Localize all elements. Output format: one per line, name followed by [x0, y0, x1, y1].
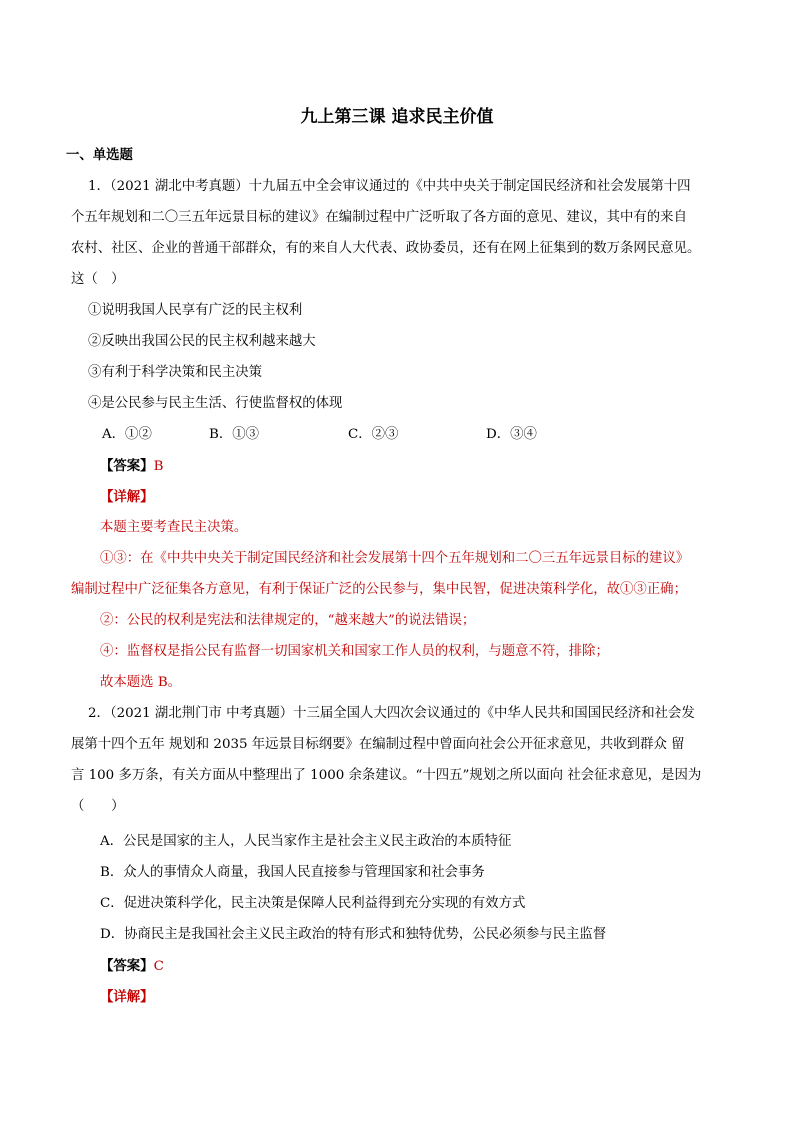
q2-stem-line-3: 言 100 多万条，有关方面从中整理出了 1000 余条建议。“十四五”规划之所以面向 社会征求意见，是因为: [71, 768, 702, 783]
q1-statement-4: ④是公民参与民主生活、行使监督权的体现: [88, 396, 343, 411]
q1-conclusion: 故本题选 B。: [100, 675, 182, 690]
q2-answer-label: 【答案】: [100, 958, 154, 974]
q1-detail-label: 【详解】: [100, 489, 154, 505]
q2-answer: [100, 957, 164, 976]
q1-answer-label: 【答案】: [100, 458, 154, 474]
q1-detail-line-1: ①③：在《中共中央关于制定国民经济和社会发展第十四个五年规划和二〇三五年远景目标的建议》: [100, 551, 690, 566]
q2-option-d: D．协商民主是我国社会主义民主政治的特有形式和独特优势，公民必须参与民主监督: [100, 927, 607, 942]
q1-option-d: D．③④: [486, 427, 537, 442]
q1-stem-line-1: 1．（2021 湖北中考真题）十九届五中全会审议通过的《中共中央关于制定国民经济和社会发展第十四: [88, 179, 691, 194]
q1-option-b: B．①③: [209, 427, 260, 442]
q2-stem-line-4: （ ）: [71, 799, 125, 814]
q1-detail-line-2: 编制过程中广泛征集各方意见，有利于保证广泛的公民参与，集中民智，促进决策科学化，故①③正确；: [71, 582, 687, 597]
q2-option-b: B．众人的事情众人商量，我国人民直接参与管理国家和社会事务: [100, 865, 485, 880]
q2-option-c: C．促进决策科学化，民主决策是保障人民利益得到充分实现的有效方式: [100, 896, 526, 911]
q2-stem-line-2: 展第十四个五年 规划和 2035 年远景目标纲要》在编制过程中曾面向社会公开征求意见，共收到群众 留: [71, 737, 685, 752]
q1-detail-line-3: ②：公民的权利是宪法和法律规定的，“越来越大”的说法错误；: [100, 613, 476, 628]
q1-stem-line-2: 个五年规划和二〇三五年远景目标的建议》在编制过程中广泛听取了各方面的意见、建议，其中有的来自: [71, 210, 687, 225]
q1-stem-line-4: 这（ ）: [71, 272, 125, 287]
q2-detail-label: 【详解】: [100, 989, 154, 1005]
q1-option-a: A．①②: [102, 427, 152, 442]
q1-statement-2: ②反映出我国公民的民主权利越来越大: [88, 334, 316, 349]
q1-statement-1: ①说明我国人民享有广泛的民主权利: [88, 303, 303, 318]
q1-statement-3: ③有利于科学决策和民主决策: [88, 365, 263, 380]
section-heading: 一、单选题: [66, 147, 133, 163]
q1-stem-line-3: 农村、社区、企业的普通干部群众，有的来自人大代表、政协委员，还有在网上征集到的数万条网民意见。: [71, 241, 701, 256]
q1-detail-intro: 本题主要考查民主决策。: [100, 520, 248, 535]
page-title: 九上第三课 追求民主价值: [300, 107, 494, 127]
q1-detail-line-4: ④：监督权是指公民有监督一切国家机关和国家工作人员的权利，与题意不符，排除；: [100, 644, 609, 659]
q2-stem-line-1: 2．（2021 湖北荆门市 中考真题）十三届全国人大四次会议通过的《中华人民共和国国民经济和社会发: [88, 706, 695, 721]
q2-option-a: A．公民是国家的主人，人民当家作主是社会主义民主政治的本质特征: [100, 834, 512, 849]
q1-option-c: C．②③: [348, 427, 399, 442]
q1-answer-value: B: [153, 459, 164, 474]
q1-answer: [100, 457, 163, 476]
q2-answer-value: C: [153, 959, 164, 974]
